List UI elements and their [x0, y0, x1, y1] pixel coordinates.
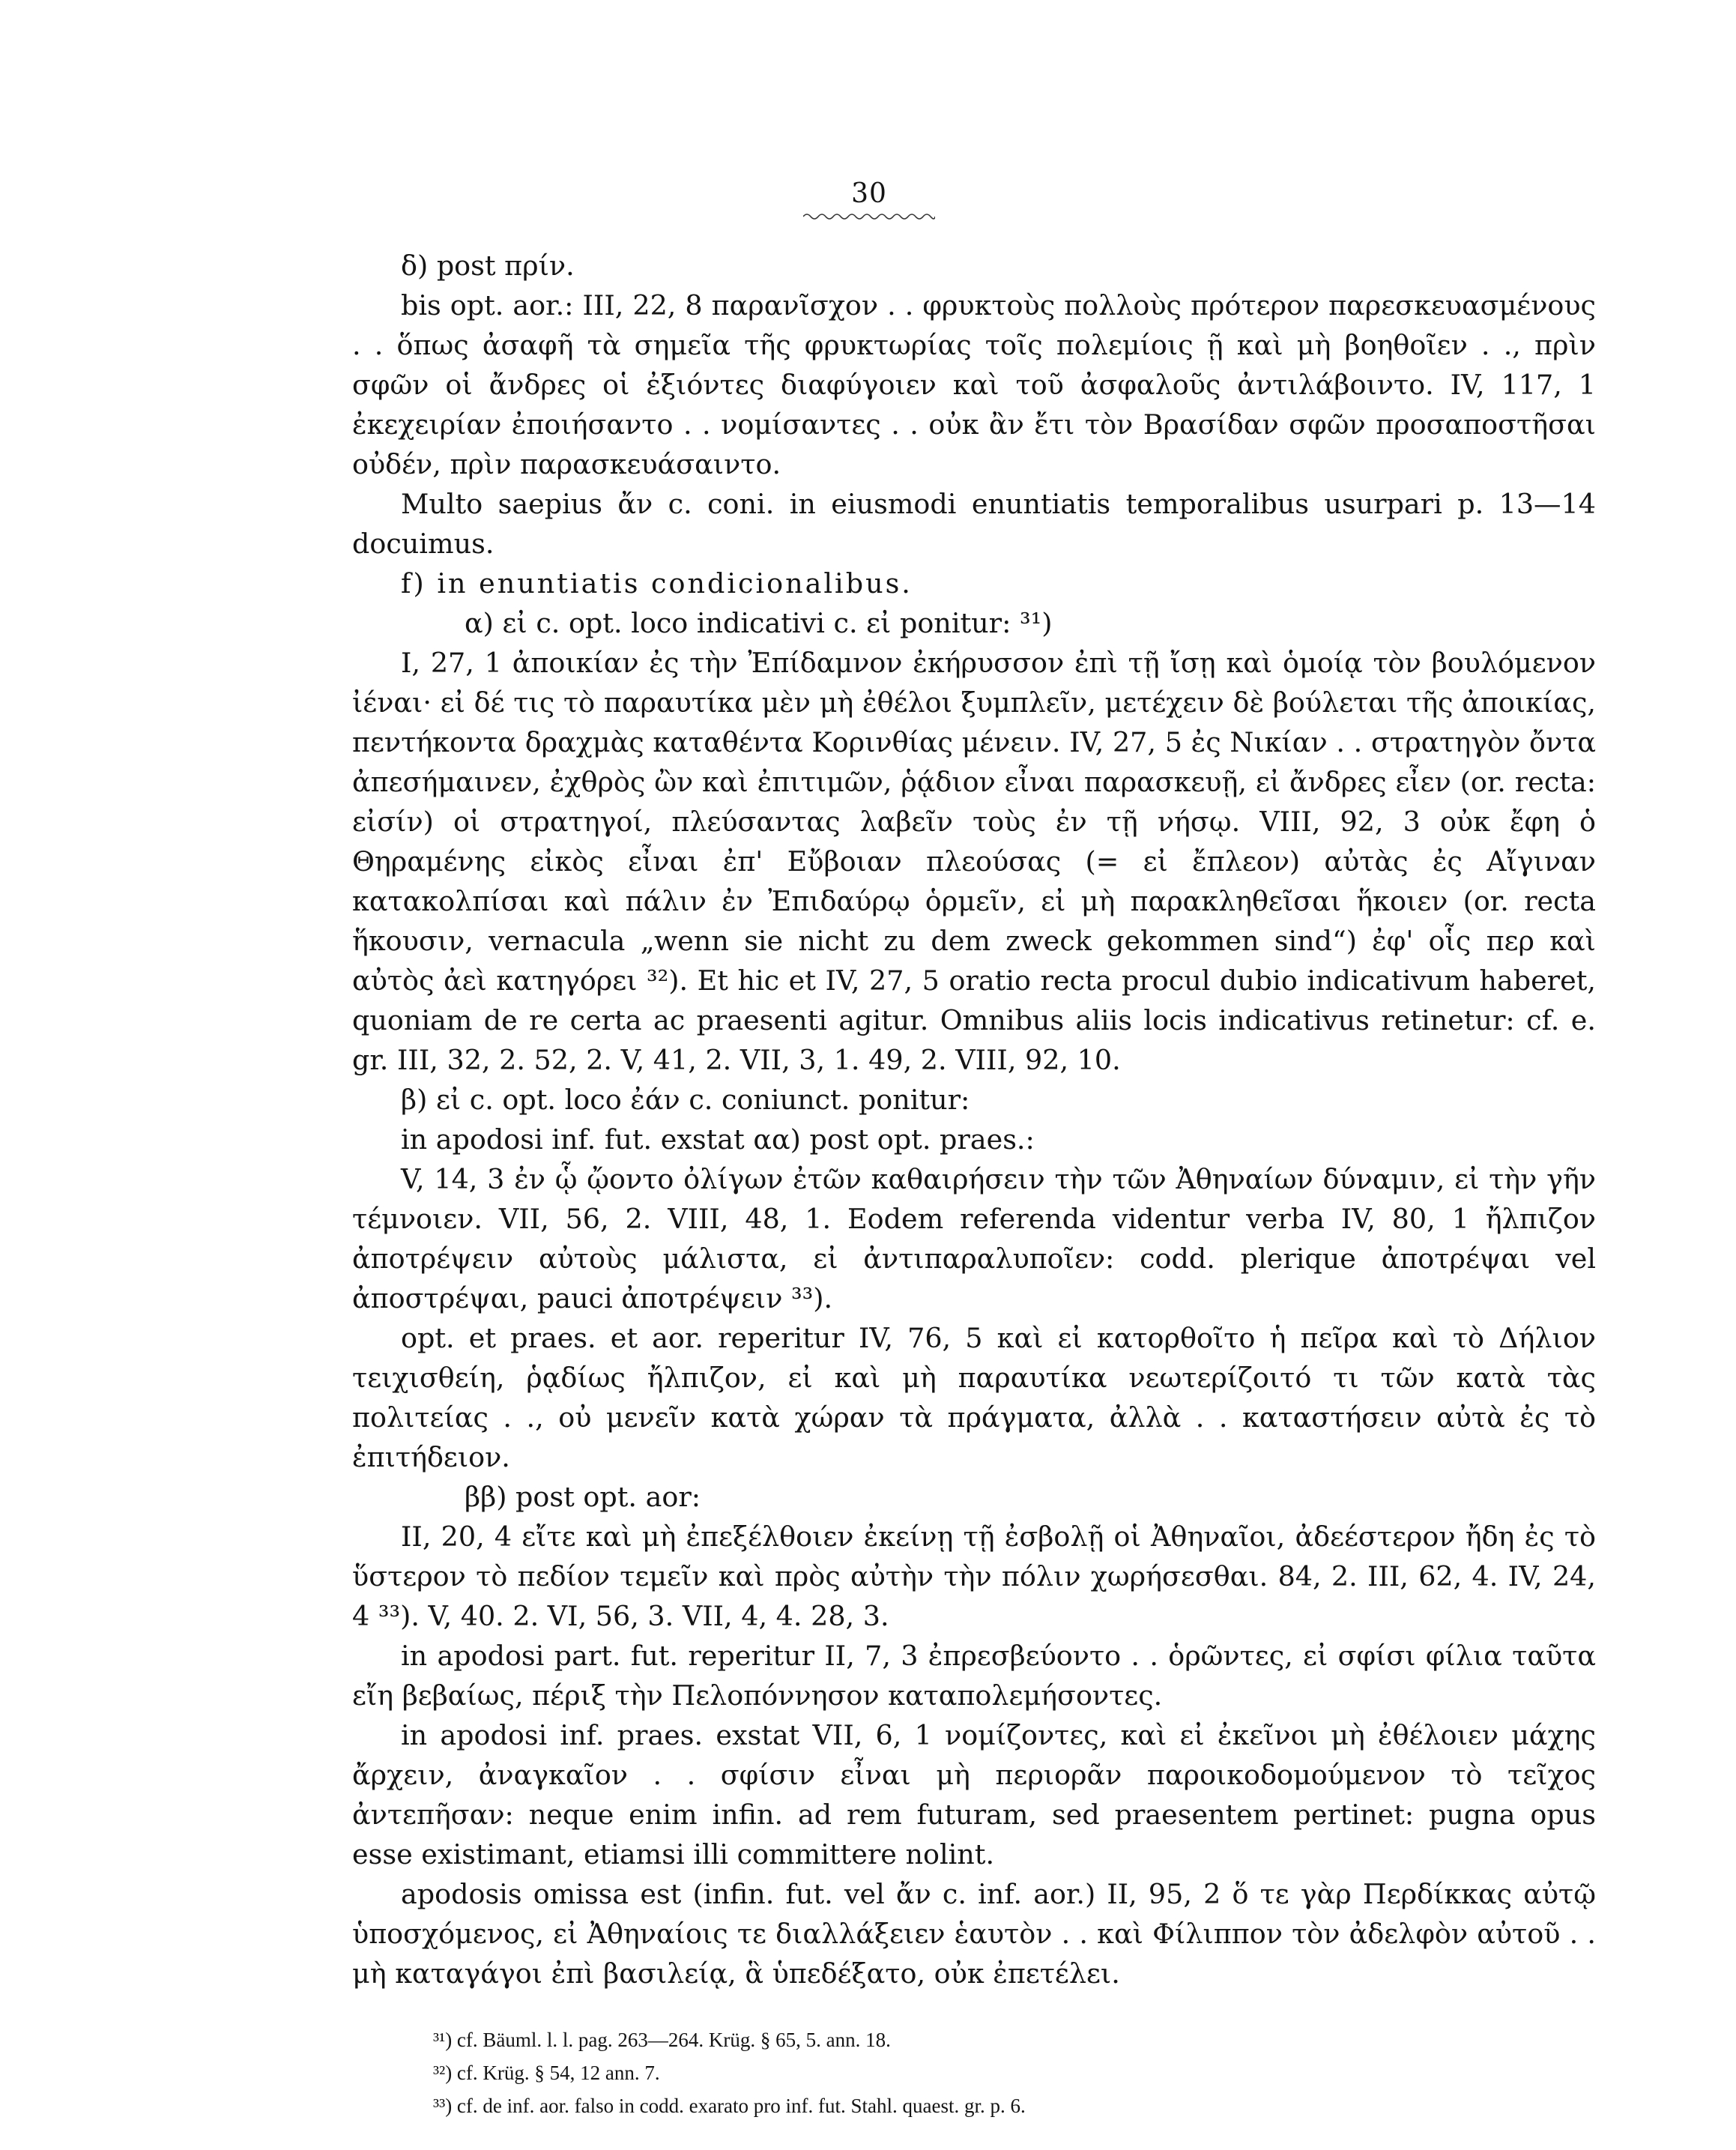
subsection-heading-beta-beta: ββ) post opt. aor: — [465, 1481, 701, 1513]
subsection-heading-beta: β) εἰ c. opt. loco ἐάν c. coniunct. ponitur: — [401, 1084, 970, 1116]
section-heading-condicionalibus: f) in enuntiatis condicionalibus. — [401, 567, 913, 600]
paragraph-multo-saepius: Multo saepius ἄν c. coni. in eiusmodi enuntiatis temporalibus usurpari p. 13—14 docuimus. — [352, 488, 1596, 560]
page-number: 30 — [851, 178, 887, 209]
paragraph-apodosi-part-fut: in apodosi part. fut. reperitur II, 7, 3 ἐπρεσβεύοντο . . ὁρῶντες, εἰ σφίσι φίλια ταῦτα εἴη βεβαίως, πέριξ τὴν Πελοπόννησον καταπολεμήσοντες. — [352, 1640, 1596, 1712]
page-number-ornament — [803, 211, 935, 222]
paragraph-i-27-1: I, 27, 1 ἀποικίαν ἐς τὴν Ἐπίδαμνον ἐκήρυσσον ἐπὶ τῇ ἴσῃ καὶ ὁμοίᾳ τὸν βουλόμενον ἰέναι· εἰ δέ τις τὸ παραυτίκα μὲν μὴ ἐθέλοι ξυμπλεῖν, μετέχειν δὲ βούλεται τῆς ἀποικίας, πεντήκοντα δραχμὰς καταθέντα Κορινθίας μένειν. IV, 27, 5 ἐς Νικίαν . . στρατηγὸν ὄντα ἀπεσήμαινεν, ἐχθρὸς ὢν καὶ ἐπιτιμῶν, ῥᾴδιον εἶναι παρασκευῇ, εἰ ἄνδρες εἶεν (or. recta: εἰσίν) οἱ στρατηγοί, πλεύσαντας λαβεῖν τοὺς ἐν τῇ νήσῳ. VIII, 92, 3 οὐκ ἔφη ὁ Θηραμένης εἰκὸς εἶναι ἐπ' Εὔβοιαν πλεούσας (= εἰ ἔπλεον) αὐτὰς ἐς Αἴγιναν κατακολπίσαι καὶ πάλιν ἐν Ἐπιδαύρῳ ὁρμεῖν, εἰ μὴ παρακληθεῖσαι ἥκοιεν (or. recta ἥκουσιν, vernacula „wenn sie nicht zu dem zweck gekommen sind“) ἐφ' οἷς περ καὶ αὐτὸς ἀεὶ κατηγόρει ³²). Et hic et IV, 27, 5 oratio recta procul dubio indicativum haberet, quoniam de re certa ac praesenti agitur. Omnibus aliis locis indicativus retinetur: cf. e. gr. III, 32, 2. 52, 2. V, 41, 2. VII, 3, 1. 49, 2. VIII, 92, 10. — [352, 647, 1596, 1076]
section-heading-post-prin: δ) post πρίν. — [401, 250, 575, 282]
paragraph-ii-20-4: II, 20, 4 εἴτε καὶ μὴ ἐπεξέλθοιεν ἐκείνῃ τῇ ἐσβολῇ οἱ Ἀθηναῖοι, ἀδεέστερον ἤδη ἐς τὸ ὕστερον τὸ πεδίον τεμεῖν καὶ πρὸς αὐτὴν τὴν πόλιν χωρήσεσθαι. 84, 2. III, 62, 4. IV, 24, 4 ³³). V, 40. 2. VI, 56, 3. VII, 4, 4. 28, 3. — [352, 1521, 1596, 1632]
footnotes — [433, 2023, 1482, 2122]
footnote-33: ³³) cf. de inf. aor. falso in codd. exarato pro inf. fut. Stahl. quaest. gr. p. 6. — [433, 2095, 1026, 2117]
footnote-31: ³¹) cf. Bäuml. l. l. pag. 263—264. Krüg. § 65, 5. ann. 18. — [433, 2029, 891, 2051]
subsection-heading-alpha: α) εἰ c. opt. loco indicativi c. εἰ ponitur: ³¹) — [465, 607, 1053, 639]
paragraph-in-apodosi-inf-fut: in apodosi inf. fut. exstat αα) post opt. praes.: — [401, 1123, 1035, 1156]
footnote-32: ³²) cf. Krüg. § 54, 12 ann. 7. — [433, 2062, 660, 2084]
paragraph-opt-praes-aor: opt. et praes. et aor. reperitur IV, 76, 5 καὶ εἰ κατορθοῖτο ἡ πεῖρα καὶ τὸ Δήλιον τειχισθείη, ῥᾳδίως ἤλπιζον, εἰ καὶ μὴ παραυτίκα νεωτερίζοιτό τι τῶν κατὰ τὰς πολιτείας . ., οὐ μενεῖν κατὰ χώραν τὰ πράγματα, ἀλλὰ . . καταστήσειν αὐτὰ ἐς τὸ ἐπιτήδειον. — [352, 1322, 1596, 1473]
paragraph-apodosis-omissa: apodosis omissa est (infin. fut. vel ἄν c. inf. aor.) II, 95, 2 ὅ τε γὰρ Περδίκκας αὐτῷ ὑποσχόμενος, εἰ Ἀθηναίοις τε διαλλάξειεν ἑαυτὸν . . καὶ Φίλιππον τὸν ἀδελφὸν αὐτοῦ . . μὴ καταγάγοι ἐπὶ βασιλείᾳ, ἃ ὑπεδέξατο, οὐκ ἐπετέλει. — [352, 1878, 1596, 1990]
paragraph-apodosi-inf-praes: in apodosi inf. praes. exstat VII, 6, 1 νομίζοντες, καὶ εἰ ἐκεῖνοι μὴ ἐθέλοιεν μάχης ἄρχειν, ἀναγκαῖον . . σφίσιν εἶναι μὴ περιορᾶν παροικοδομούμενον τὸ τεῖχος ἀντεπῆσαν: neque enim infin. ad rem futuram, sed praesentem pertinet: pugna opus esse existimant, etiamsi illi committere nolint. — [352, 1719, 1596, 1870]
paragraph-v-14-3: V, 14, 3 ἐν ᾧ ᾤοντο ὀλίγων ἐτῶν καθαιρήσειν τὴν τῶν Ἀθηναίων δύναμιν, εἰ τὴν γῆν τέμνοιεν. VII, 56, 2. VIII, 48, 1. Eodem referenda videntur verba IV, 80, 1 ἤλπιζον ἀποτρέψειν αὐτοὺς μάλιστα, εἰ ἀντιπαραλυποῖεν: codd. plerique ἀποτρέψαι vel ἀποστρέψαι, pauci ἀποτρέψειν ³³). — [352, 1163, 1596, 1314]
paragraph-bis-opt-aor: bis opt. aor.: III, 22, 8 παρανῖσχον . . φρυκτοὺς πολλοὺς πρότερον παρεσκευασμένους . . ὅπως ἀσαφῆ τὰ σημεῖα τῆς φρυκτωρίας τοῖς πολεμίοις ῇ καὶ μὴ βοηθοῖεν . ., πρὶν σφῶν οἱ ἄνδρες οἱ ἐξιόντες διαφύγοιεν καὶ τοῦ ἀσφαλοῦς ἀντιλάβοιντο. IV, 117, 1 ἐκεχειρίαν ἐποιήσαντο . . νομίσαντες . . οὐκ ἂν ἔτι τὸν Βρασίδαν σφῶν προσαποστῆσαι οὐδέν, πρὶν παρασκευάσαιντο. — [352, 289, 1596, 480]
main-text — [352, 246, 1596, 1993]
